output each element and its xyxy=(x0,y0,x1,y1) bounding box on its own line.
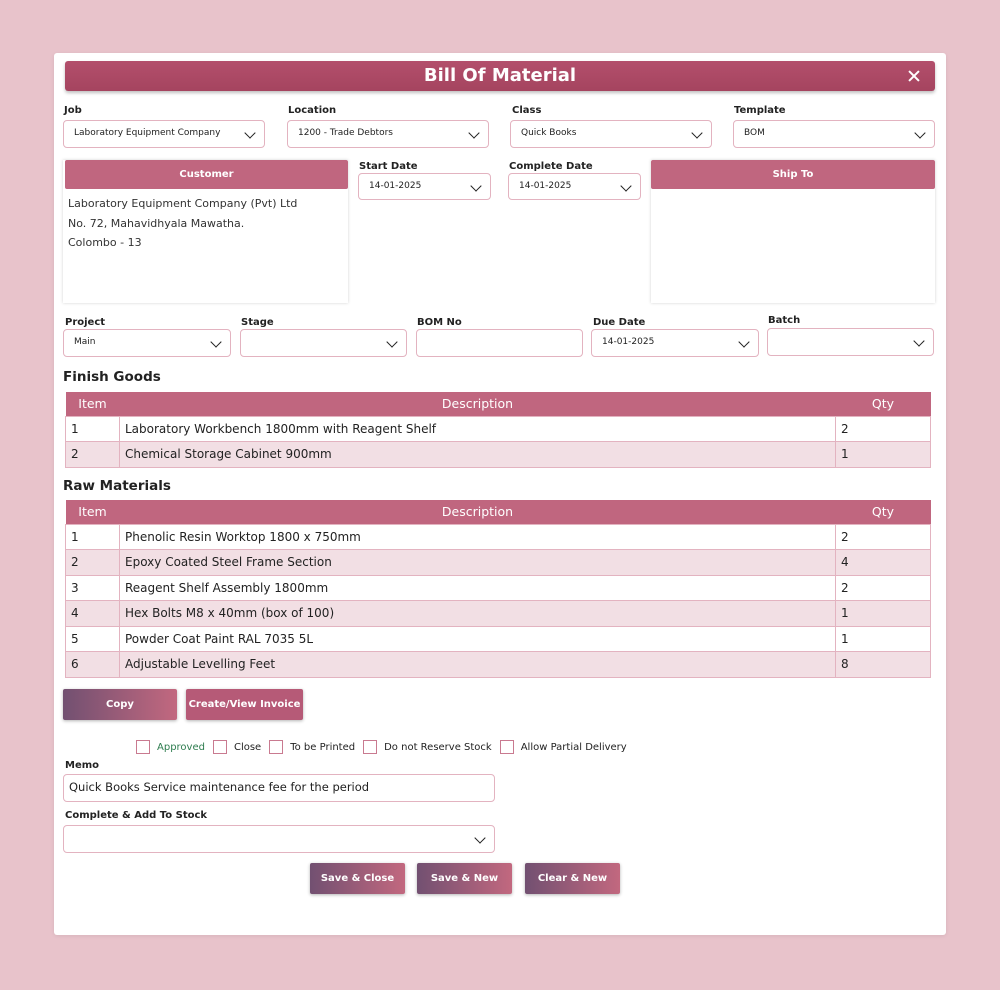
close-checkbox[interactable] xyxy=(213,740,227,754)
clear-new-button[interactable]: Clear & New xyxy=(525,863,620,894)
qty-cell[interactable]: 4 xyxy=(836,550,931,576)
qty-cell[interactable]: 2 xyxy=(836,524,931,550)
raw-materials-title: Raw Materials xyxy=(63,478,171,494)
due-date-picker[interactable] xyxy=(591,329,759,357)
description-cell: Phenolic Resin Worktop 1800 x 750mm xyxy=(120,524,836,550)
dialog-title: Bill Of Material xyxy=(423,65,577,86)
item-cell: 3 xyxy=(66,575,120,601)
start-date-picker[interactable] xyxy=(358,173,491,200)
description-cell: Chemical Storage Cabinet 900mm xyxy=(120,442,836,468)
item-cell: 5 xyxy=(66,626,120,652)
project-label: Project xyxy=(65,317,106,328)
qty-cell[interactable]: 8 xyxy=(836,652,931,678)
location-select[interactable] xyxy=(287,120,489,148)
do-not-reserve-stock-label: Do not Reserve Stock xyxy=(384,741,492,753)
raw-materials-table xyxy=(65,500,931,678)
allow-partial-delivery-label: Allow Partial Delivery xyxy=(520,741,627,753)
job-label: Job xyxy=(64,105,82,116)
column-header-item: Item xyxy=(66,500,120,524)
table-row[interactable] xyxy=(66,652,931,678)
complete-add-to-stock-label: Complete & Add To Stock xyxy=(65,810,208,821)
project-select[interactable] xyxy=(63,329,231,357)
table-row[interactable] xyxy=(66,524,931,550)
customer-line: No. 72, Mahavidhyala Mawatha. xyxy=(68,216,245,230)
chevron-down-icon xyxy=(914,127,925,138)
save-new-button[interactable]: Save & New xyxy=(417,863,512,894)
column-header-qty: Qty xyxy=(836,500,931,524)
chevron-down-icon xyxy=(470,180,481,191)
customer-address xyxy=(68,194,297,253)
ship-to-header: Ship To xyxy=(651,160,935,189)
job-value: Laboratory Equipment Company xyxy=(74,128,221,138)
options-row xyxy=(136,739,635,755)
qty-cell[interactable]: 2 xyxy=(836,416,931,442)
column-header-qty: Qty xyxy=(836,392,931,416)
finish-goods-title: Finish Goods xyxy=(63,369,161,385)
approved-checkbox[interactable] xyxy=(136,740,150,754)
finish-goods-table xyxy=(65,392,931,468)
qty-cell[interactable]: 1 xyxy=(836,442,931,468)
description-cell: Epoxy Coated Steel Frame Section xyxy=(120,550,836,576)
class-value: Quick Books xyxy=(521,128,577,138)
job-select[interactable] xyxy=(63,120,265,148)
item-cell: 1 xyxy=(66,524,120,550)
batch-label: Batch xyxy=(768,315,801,326)
template-value: BOM xyxy=(744,128,765,138)
chevron-down-icon xyxy=(474,832,485,843)
table-row[interactable] xyxy=(66,575,931,601)
template-label: Template xyxy=(734,105,786,116)
close-icon[interactable] xyxy=(905,61,923,91)
do-not-reserve-stock-checkbox[interactable] xyxy=(363,740,377,754)
item-cell: 6 xyxy=(66,652,120,678)
table-row[interactable] xyxy=(66,601,931,627)
create-view-invoice-button[interactable]: Create/View Invoice xyxy=(186,689,303,720)
class-select[interactable] xyxy=(510,120,712,148)
stage-select[interactable] xyxy=(240,329,407,357)
start-date-label: Start Date xyxy=(359,161,418,172)
description-cell: Reagent Shelf Assembly 1800mm xyxy=(120,575,836,601)
memo-value: Quick Books Service maintenance fee for the period xyxy=(69,780,370,794)
table-header-row xyxy=(66,500,931,524)
due-date-label: Due Date xyxy=(593,317,646,328)
bom-no-input[interactable] xyxy=(416,329,583,357)
batch-select[interactable] xyxy=(767,328,934,356)
chevron-down-icon xyxy=(738,336,749,347)
chevron-down-icon xyxy=(210,336,221,347)
stage-label: Stage xyxy=(241,317,274,328)
item-cell: 4 xyxy=(66,601,120,627)
table-header-row xyxy=(66,392,931,416)
description-cell: Laboratory Workbench 1800mm with Reagent Shelf xyxy=(120,416,836,442)
item-cell: 2 xyxy=(66,550,120,576)
table-row[interactable] xyxy=(66,626,931,652)
description-cell: Powder Coat Paint RAL 7035 5L xyxy=(120,626,836,652)
qty-cell[interactable]: 1 xyxy=(836,626,931,652)
chevron-down-icon xyxy=(468,127,479,138)
column-header-item: Item xyxy=(66,392,120,416)
description-cell: Adjustable Levelling Feet xyxy=(120,652,836,678)
table-row[interactable] xyxy=(66,442,931,468)
memo-label: Memo xyxy=(65,760,100,771)
bom-no-label: BOM No xyxy=(417,317,462,328)
bom-dialog xyxy=(54,53,946,935)
approved-label: Approved xyxy=(157,741,205,753)
bom-no-value xyxy=(417,338,425,348)
complete-add-to-stock-select[interactable] xyxy=(63,825,495,853)
due-date-value: 14-01-2025 xyxy=(602,337,655,347)
qty-cell[interactable]: 1 xyxy=(836,601,931,627)
to-be-printed-label: To be Printed xyxy=(290,741,356,753)
complete-date-value: 14-01-2025 xyxy=(519,181,572,191)
chevron-down-icon xyxy=(244,127,255,138)
title-bar xyxy=(65,61,935,91)
description-cell: Hex Bolts M8 x 40mm (box of 100) xyxy=(120,601,836,627)
location-label: Location xyxy=(288,105,337,116)
save-close-button[interactable]: Save & Close xyxy=(310,863,405,894)
complete-date-label: Complete Date xyxy=(509,161,593,172)
project-value: Main xyxy=(74,337,96,347)
class-label: Class xyxy=(512,105,542,116)
chevron-down-icon xyxy=(913,335,924,346)
chevron-down-icon xyxy=(386,336,397,347)
column-header-description: Description xyxy=(120,392,836,416)
chevron-down-icon xyxy=(691,127,702,138)
table-row[interactable] xyxy=(66,416,931,442)
column-header-description: Description xyxy=(120,500,836,524)
chevron-down-icon xyxy=(620,180,631,191)
customer-header: Customer xyxy=(65,160,348,189)
qty-cell[interactable]: 2 xyxy=(836,575,931,601)
close-label: Close xyxy=(233,741,262,753)
customer-line: Colombo - 13 xyxy=(68,236,142,249)
start-date-value: 14-01-2025 xyxy=(369,181,422,191)
item-cell: 2 xyxy=(66,442,120,468)
memo-input[interactable] xyxy=(63,774,495,802)
to-be-printed-checkbox[interactable] xyxy=(269,740,283,754)
complete-date-picker[interactable] xyxy=(508,173,641,200)
template-select[interactable] xyxy=(733,120,935,148)
copy-button[interactable]: Copy xyxy=(63,689,177,720)
customer-line: Laboratory Equipment Company (Pvt) Ltd xyxy=(68,197,298,210)
item-cell: 1 xyxy=(66,416,120,442)
table-row[interactable] xyxy=(66,550,931,576)
allow-partial-delivery-checkbox[interactable] xyxy=(500,740,514,754)
location-value: 1200 - Trade Debtors xyxy=(298,128,393,138)
